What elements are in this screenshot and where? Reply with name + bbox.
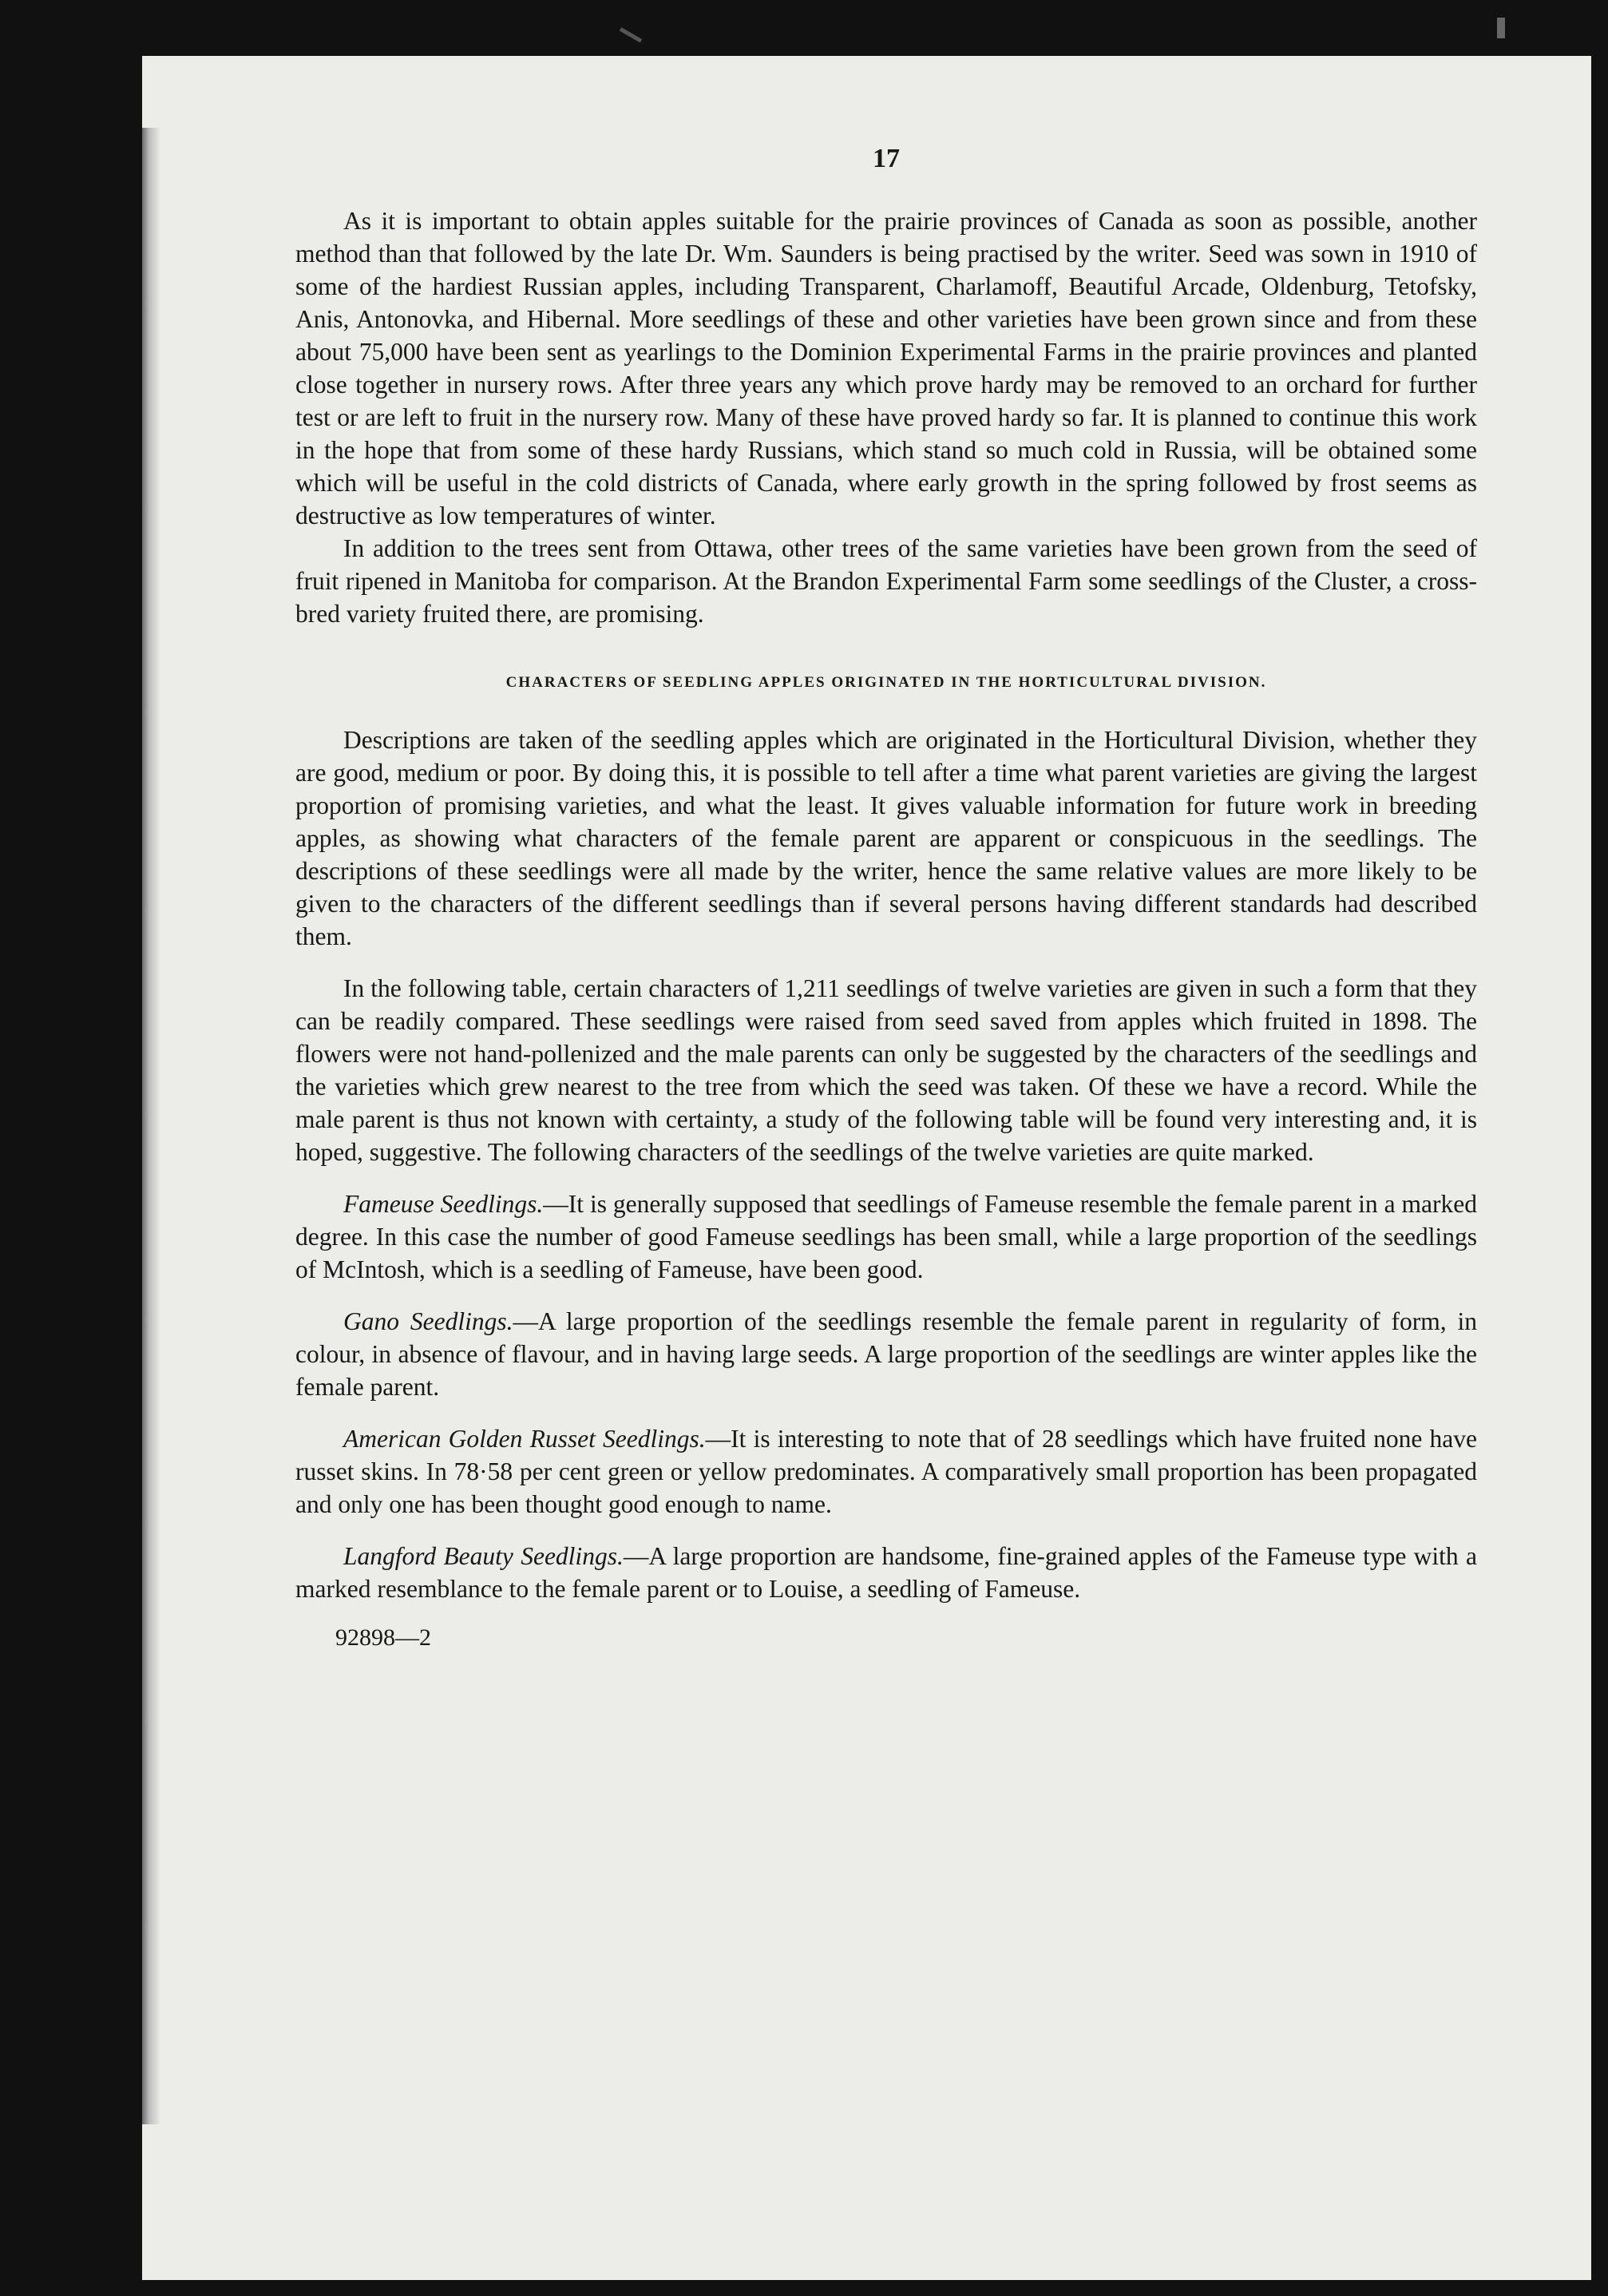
note-fameuse <box>295 1188 1477 1286</box>
page-number: 17 <box>873 144 900 173</box>
paragraph-intro-2: In addition to the trees sent from Ottawa, other trees of the same varieties have been grown from the seed of fruit ripened in Manitoba for comparison. At the Brandon Experimental Farm some seedlings of the Cluster, a cross-bred variety fruited there, are promising. <box>295 534 1477 628</box>
scan-mark <box>612 27 642 57</box>
scan-mark <box>1497 18 1505 38</box>
note-langford-beauty <box>295 1540 1477 1605</box>
note-text: —A large proportion are handsome, fine-grained apples of the Fameuse type with a marked resemblance to the female parent or to Louise, a seedling of Fameuse. <box>295 1542 1477 1603</box>
section-heading: CHARACTERS OF SEEDLING APPLES ORIGINATED IN THE HORTICULTURAL DIVISION. <box>505 674 1267 691</box>
note-text: —It is interesting to note that of 28 seedlings which have fruited none have russet skins. In 78·58 per cent green or yellow predominates. A comparatively small proportion has been propagated and only one has been thought good enough to name. <box>295 1425 1477 1518</box>
note-text: —It is generally supposed that seedlings of Fameuse resemble the female parent in a marked degree. In this case the number of good Fameuse seedlings has been small, while a large proportion of the seedlings of McIntosh, which is a seedling of Fameuse, have been good. <box>295 1190 1477 1283</box>
paragraph-intro-1: As it is important to obtain apples suitable for the prairie provinces of Canada as soon as possible, another method than that followed by the late Dr. Wm. Saunders is being practised by the writer. Seed was sown in 1910 of some of the hardiest Russian apples, including Transparent, Charlamoff, Beautiful Arcade, Oldenburg, Tetofsky, Anis, Antonovka, and Hibernal. More seedlings of these and other varieties have been grown since and from these about 75,000 have been sent as yearlings to the Dominion Experimental Farms in the prairie provinces and planted close together in nursery rows. After three years any which prove hardy may be removed to an orchard for further test or are left to fruit in the nursery row. Many of these have proved hardy so far. It is planned to continue this work in the hope that from some of these hardy Russians, which stand so much cold in Russia, will be obtained some which will be useful in the cold districts of Canada, where early growth in the spring followed by frost seems as destructive as low temperatures of winter. <box>295 207 1477 529</box>
note-lead: Gano Seedlings. <box>343 1307 513 1335</box>
note-lead: Langford Beauty Seedlings. <box>343 1542 624 1570</box>
note-lead: Fameuse Seedlings. <box>343 1190 544 1218</box>
note-text: —A large proportion of the seedlings resemble the female parent in regularity of form, in colour, in absence of flavour, and in having large seeds. A large proportion of the seedlings are winter apples like the female parent. <box>295 1307 1477 1401</box>
page-binding-shadow <box>142 128 160 2124</box>
footer-signature: 92898—2 <box>335 1624 431 1651</box>
page-content <box>295 144 1477 1652</box>
note-gano <box>295 1305 1477 1403</box>
note-lead: American Golden Russet Seedlings. <box>343 1425 706 1453</box>
paragraph-body-2: In the following table, certain characters of 1,211 seedlings of twelve varieties are given in such a form that they can be readily compared. These seedlings were raised from seed saved from apples which fruited in 1898. The flowers were not hand-pollenized and the male parents can only be suggested by the characters of the seedlings and the varieties which grew nearest to the tree from which the seed was taken. Of these we have a record. While the male parent is thus not known with certainty, a study of the following table will be found very interesting and, it is hoped, suggestive. The following characters of the seedlings of the twelve varieties are quite marked. <box>295 974 1477 1166</box>
note-golden-russet <box>295 1422 1477 1521</box>
paragraph-body-1: Descriptions are taken of the seedling apples which are originated in the Horticultural Division, whether they are good, medium or poor. By doing this, it is possible to tell after a time what parent varieties are giving the largest proportion of promising varieties, and what the least. It gives valuable information for future work in breeding apples, as showing what characters of the female parent are apparent or conspicuous in the seedlings. The descriptions of these seedlings were all made by the writer, hence the same relative values are more likely to be given to the characters of the different seedlings than if several persons having different standards had described them. <box>295 726 1477 950</box>
